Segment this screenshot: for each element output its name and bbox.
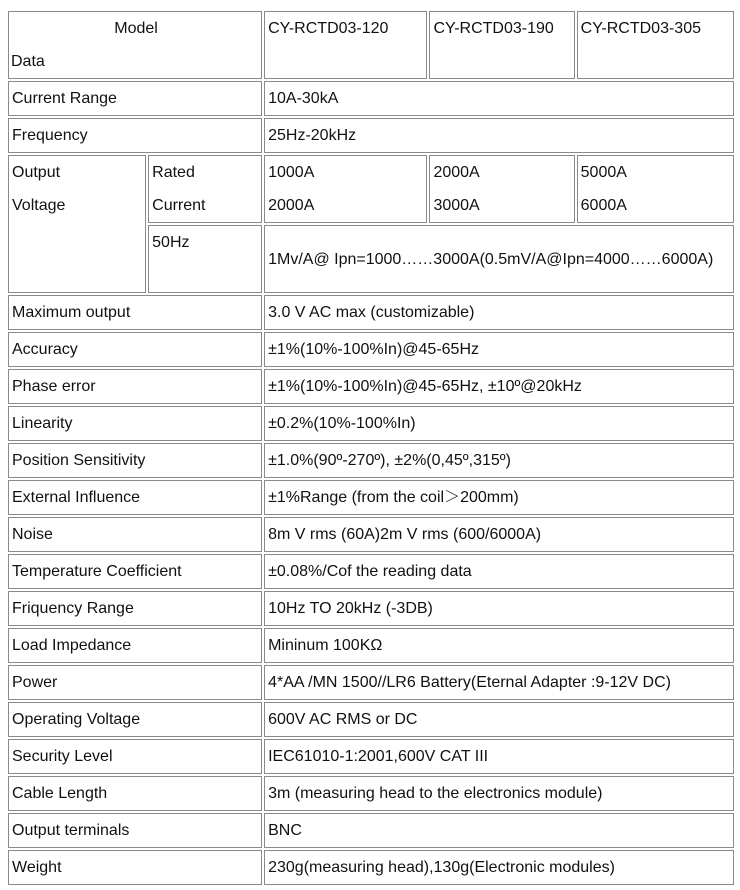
rated-current-value-1 [264, 155, 427, 223]
row-label: Phase error [8, 369, 262, 404]
output-voltage-line1: Output [12, 164, 61, 181]
table-row [8, 517, 734, 552]
model-1-header: CY-RCTD03-120 [264, 11, 427, 79]
row-label: Noise [8, 517, 262, 552]
rated-value-3-line2: 6000A [580, 197, 627, 214]
row-label: Operating Voltage [8, 702, 262, 737]
row-value: 230g(measuring head),130g(Electronic modules) [264, 850, 734, 885]
row-value: 3.0 V AC max (customizable) [264, 295, 734, 330]
row-label: Friquency Range [8, 591, 262, 626]
output-voltage-label [8, 155, 146, 293]
row-value: 10Hz TO 20kHz (-3DB) [264, 591, 734, 626]
rated-value-2-line2: 3000A [433, 197, 480, 214]
table-row [8, 443, 734, 478]
row-label: Position Sensitivity [8, 443, 262, 478]
rated-value-3-line1: 5000A [580, 164, 627, 181]
freq-50hz-value: 1Mv/A@ Ipn=1000……3000A(0.5mV/A@Ipn=4000……6000A) [264, 225, 734, 293]
table-row [8, 554, 734, 589]
row-label: Weight [8, 850, 262, 885]
row-label: Cable Length [8, 776, 262, 811]
row-value: BNC [264, 813, 734, 848]
row-value: ±1%(10%-100%In)@45-65Hz, ±10º@20kHz [264, 369, 734, 404]
table-row [8, 332, 734, 367]
rated-current-value-2 [429, 155, 574, 223]
output-voltage-row [8, 155, 734, 223]
table-row [8, 406, 734, 441]
row-value: ±1%Range (from the coil＞200mm) [264, 480, 734, 515]
row-value: 25Hz-20kHz [264, 118, 734, 153]
row-value: ±1%(10%-100%In)@45-65Hz [264, 332, 734, 367]
rated-value-1-line1: 1000A [268, 164, 315, 181]
row-label: Linearity [8, 406, 262, 441]
row-value: 3m (measuring head to the electronics module) [264, 776, 734, 811]
table-row [8, 702, 734, 737]
spec-table [6, 9, 736, 887]
row-label: External Influence [8, 480, 262, 515]
output-voltage-line2: Voltage [12, 197, 66, 214]
data-label: Data [11, 53, 45, 70]
rated-value-2-line1: 2000A [433, 164, 480, 181]
row-label: Frequency [8, 118, 262, 153]
row-value: ±1.0%(90º-270º), ±2%(0,45º,315º) [264, 443, 734, 478]
model-data-header-cell [8, 11, 262, 79]
rated-value-1-line2: 2000A [268, 197, 315, 214]
row-label: Power [8, 665, 262, 700]
rated-line1: Rated [152, 164, 195, 181]
table-row [8, 628, 734, 663]
table-row [8, 81, 734, 116]
table-row [8, 850, 734, 885]
row-label: Temperature Coefficient [8, 554, 262, 589]
row-label: Output terminals [8, 813, 262, 848]
rated-line2: Current [152, 197, 206, 214]
table-row [8, 739, 734, 774]
rated-current-value-3 [577, 155, 734, 223]
row-label: Accuracy [8, 332, 262, 367]
table-row [8, 591, 734, 626]
row-label: Load Impedance [8, 628, 262, 663]
header-row [8, 11, 734, 79]
row-value: ±0.2%(10%-100%In) [264, 406, 734, 441]
row-value: 8m V rms (60A)2m V rms (600/6000A) [264, 517, 734, 552]
row-label: Security Level [8, 739, 262, 774]
model-label: Model [114, 20, 158, 37]
row-value: 10A-30kA [264, 81, 734, 116]
row-label: Maximum output [8, 295, 262, 330]
row-value: Mininum 100KΩ [264, 628, 734, 663]
table-row [8, 480, 734, 515]
row-value: 600V AC RMS or DC [264, 702, 734, 737]
model-3-header: CY-RCTD03-305 [577, 11, 734, 79]
model-2-header: CY-RCTD03-190 [429, 11, 574, 79]
table-row [8, 813, 734, 848]
row-value: IEC61010-1:2001,600V CAT III [264, 739, 734, 774]
table-row [8, 118, 734, 153]
table-row [8, 665, 734, 700]
row-value: ±0.08%/Cof the reading data [264, 554, 734, 589]
row-value: 4*AA /MN 1500//LR6 Battery(Eternal Adapter :9-12V DC) [264, 665, 734, 700]
freq-50hz-label: 50Hz [148, 225, 262, 293]
table-row [8, 776, 734, 811]
rated-current-label [148, 155, 262, 223]
table-row [8, 369, 734, 404]
row-label: Current Range [8, 81, 262, 116]
table-row [8, 295, 734, 330]
